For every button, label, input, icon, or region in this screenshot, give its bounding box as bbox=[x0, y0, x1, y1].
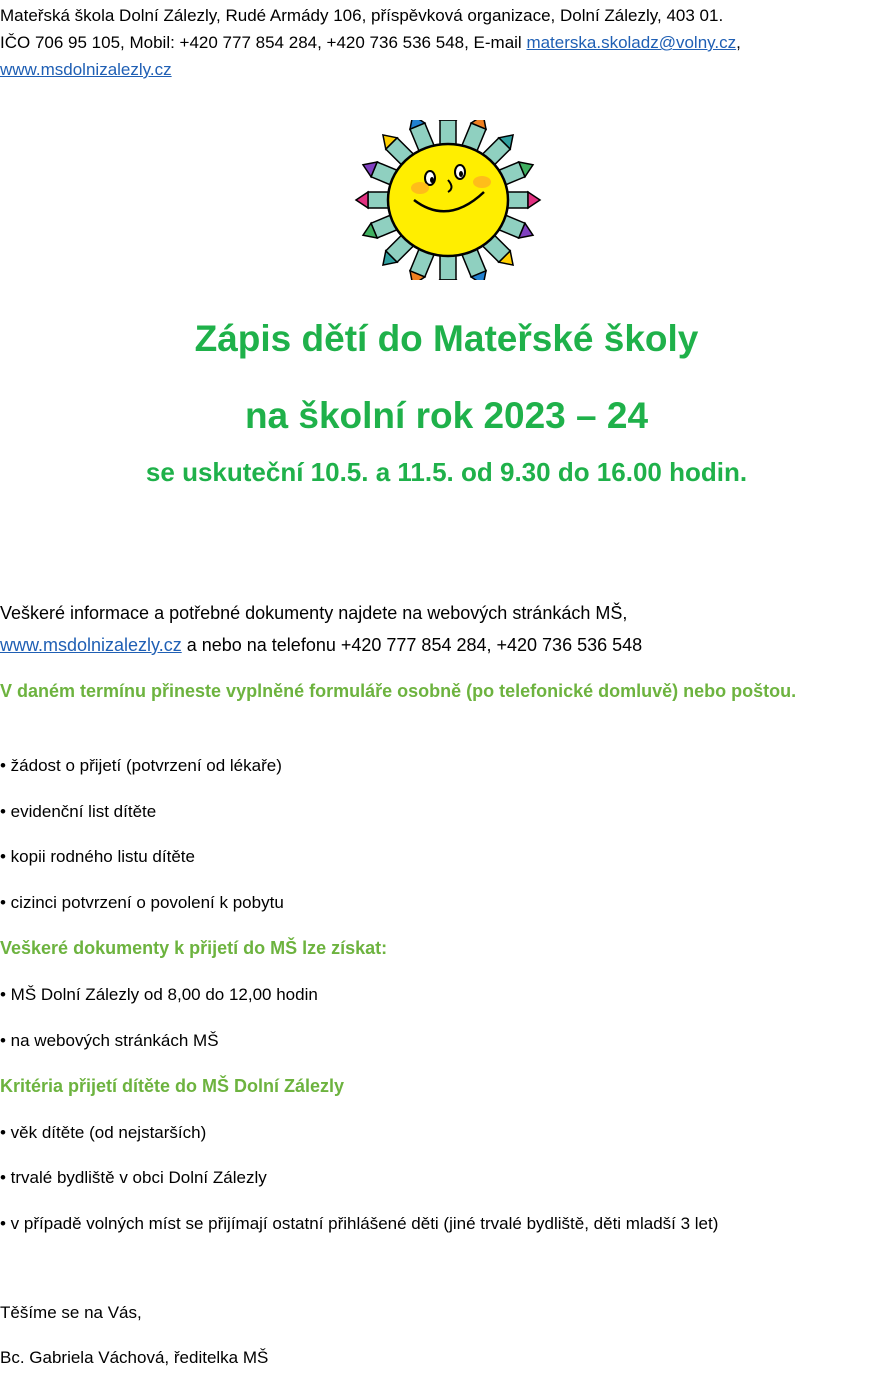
school-year: na školní rok 2023 – 24 bbox=[244, 395, 649, 436]
school-address: Mateřská škola Dolní Zálezly, Rudé Armády 106, příspěvková organizace, Dolní Zálezly, 403 01. bbox=[0, 6, 724, 25]
closing-text: Těšíme se na Vás, bbox=[0, 1303, 142, 1322]
page-title: Zápis dětí do Mateřské školy bbox=[194, 318, 699, 359]
list-item: • cizinci potvrzení o povolení k pobytu bbox=[0, 893, 284, 912]
list-item: • kopii rodného listu dítěte bbox=[0, 847, 195, 866]
list-item: • trvalé bydliště v obci Dolní Zálezly bbox=[0, 1168, 267, 1187]
list-item: • na webových stránkách MŠ bbox=[0, 1031, 219, 1050]
list-item: • v případě volných míst se přijímají ostatní přihlášené děti (jiné trvalé bydliště, děti mladší 3 let) bbox=[0, 1214, 719, 1233]
info-paragraph: Veškeré informace a potřebné dokumenty najdete na webových stránkách MŠ, www.msdolnizalezly.cz a nebo na telefonu +420 777 854 284, +420 736 536 548 bbox=[0, 603, 643, 655]
list-item: • evidenční list dítěte bbox=[0, 802, 157, 821]
website-link[interactable]: www.msdolnizalezly.cz bbox=[0, 60, 172, 79]
list-item: • věk dítěte (od nejstarších) bbox=[0, 1123, 207, 1142]
criteria-heading: Kritéria přijetí dítěte do MŠ Dolní Zálezly bbox=[0, 1076, 345, 1096]
smiling-sun-icon bbox=[348, 120, 548, 280]
school-contacts: IČO 706 95 105, Mobil: +420 777 854 284, +420 736 536 548, E-mail materska.skoladz@volny.cz, bbox=[0, 33, 741, 52]
signature: Bc. Gabriela Váchová, ředitelka MŠ bbox=[0, 1348, 269, 1367]
enrollment-dates: se uskuteční 10.5. a 11.5. od 9.30 do 16.00 hodin. bbox=[145, 457, 748, 487]
document-header bbox=[0, 2, 880, 83]
email-link[interactable]: materska.skoladz@volny.cz bbox=[526, 33, 737, 52]
list-item: • MŠ Dolní Zálezly od 8,00 do 12,00 hodin bbox=[0, 985, 318, 1004]
where-heading: Veškeré dokumenty k přijetí do MŠ lze získat: bbox=[0, 938, 388, 958]
list-item: • žádost o přijetí (potvrzení od lékaře) bbox=[0, 756, 282, 775]
instruction-text: V daném termínu přineste vyplněné formuláře osobně (po telefonické domluvě) nebo poštou. bbox=[0, 681, 797, 701]
website-link-info[interactable]: www.msdolnizalezly.cz bbox=[0, 635, 182, 655]
